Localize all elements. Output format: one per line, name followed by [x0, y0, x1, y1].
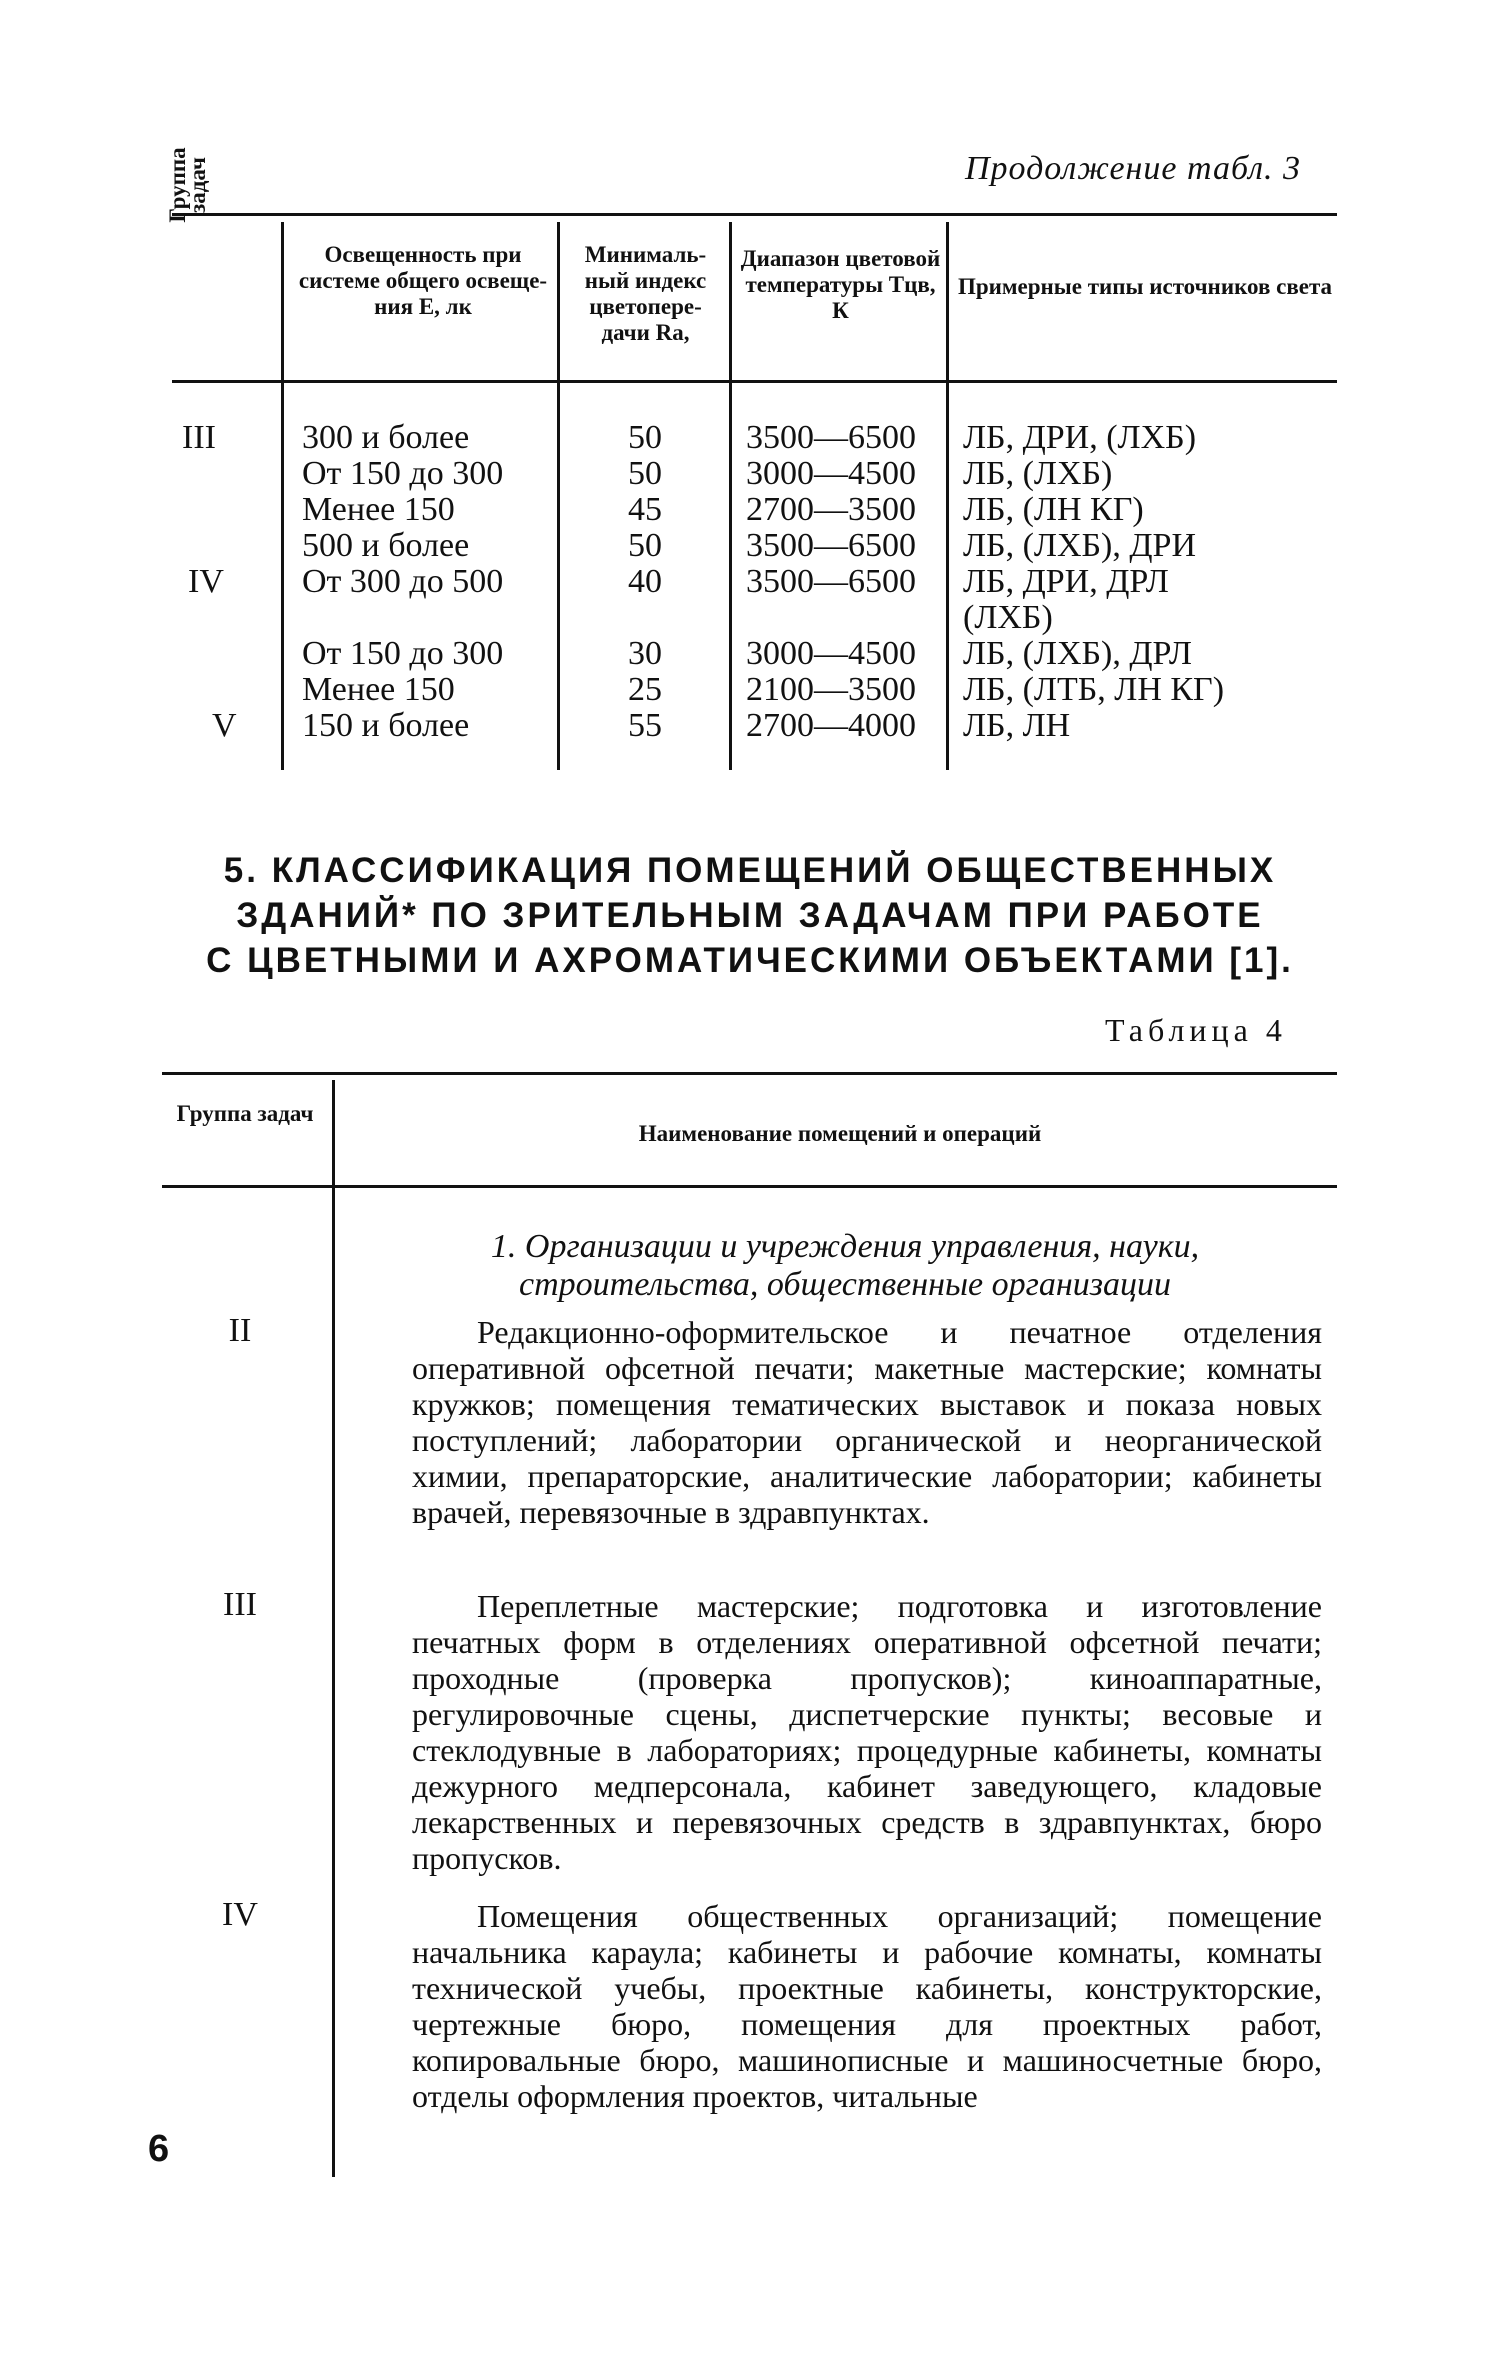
paragraph: Переплетные мастерские; подготовка и изготовление печатных форм в отделениях оперативной офсетной печати; проходные (проверка пропусков); киноаппаратные, регулировочные сцены, диспетчерские пункты; весовые и стеклодувные в лабораториях; процедурные кабинеты, комнаты дежурного медперсонала, кабинет заведующего, кладовые лекарственных и перевязочных средств в здравпунктах, бюро пропусков. — [412, 1588, 1322, 1876]
section-heading-line-2: ЗДАНИЙ* ПО ЗРИТЕЛЬНЫМ ЗАДАЧАМ ПРИ РАБОТЕ — [236, 896, 1264, 935]
illuminance-cell: 500 и более — [302, 527, 470, 564]
illuminance-cell: 150 и более — [302, 707, 470, 744]
cct-cell: 2700—3500 — [746, 491, 916, 528]
column-divider — [557, 222, 560, 770]
table-label: Таблица 4 — [1105, 1012, 1287, 1048]
sources-cell: (ЛХБ) — [963, 599, 1053, 636]
sources-cell: ЛБ, (ЛХБ) — [963, 455, 1113, 492]
page-number: 6 — [148, 2128, 170, 2170]
group-label: IV — [188, 563, 224, 600]
cct-cell: 3000—4500 — [746, 455, 916, 492]
sources-cell: ЛБ, (ЛН КГ) — [963, 491, 1144, 528]
continuation-title: Продолжение табл. 3 — [965, 150, 1302, 187]
header-group: Группа задач — [165, 147, 210, 223]
sources-cell: ЛБ, (ЛХБ), ДРИ — [963, 527, 1197, 564]
column-divider — [729, 222, 732, 770]
table-header-rule — [172, 380, 1337, 383]
cct-cell: 2100—3500 — [746, 671, 916, 708]
cri-cell: 50 — [628, 419, 662, 456]
group-label: II — [228, 1312, 252, 1349]
cct-cell: 3500—6500 — [746, 527, 916, 564]
table-header-rule — [162, 1185, 1337, 1188]
header-illuminance: Освещенность при системе общего освеще- ния E, лк — [298, 242, 548, 319]
column-divider — [332, 1080, 335, 2177]
header-group: Группа задач — [176, 1101, 314, 1126]
illuminance-cell: Менее 150 — [302, 671, 455, 708]
subsection-title-line-1: 1. Организации и учреждения управления, науки, — [490, 1228, 1200, 1265]
cri-cell: 25 — [628, 671, 662, 708]
sources-cell: ЛБ, (ЛТБ, ЛН КГ) — [963, 671, 1225, 708]
cct-cell: 3500—6500 — [746, 419, 916, 456]
paragraph: Редакционно-оформительское и печатное отделения оперативной офсетной печати; макетные мастерские; комнаты кружков; помещения тематических выставок и показа новых поступлений; лаборатории органической и неорганической химии, препараторские, аналитические лаборатории; кабинеты врачей, перевязочные в здравпунктах. — [412, 1314, 1322, 1530]
table-top-rule — [162, 1072, 1337, 1075]
cri-cell: 50 — [628, 455, 662, 492]
column-divider — [281, 222, 284, 770]
cri-cell: 50 — [628, 527, 662, 564]
table-top-rule — [172, 213, 1337, 216]
cri-cell: 30 — [628, 635, 662, 672]
cri-cell: 55 — [628, 707, 662, 744]
illuminance-cell: Менее 150 — [302, 491, 455, 528]
group-label: V — [212, 707, 237, 744]
section-heading-line-3: С ЦВЕТНЫМИ И АХРОМАТИЧЕСКИМИ ОБЪЕКТАМИ [1]. — [206, 941, 1294, 980]
header-sources: Примерные типы источников света — [957, 274, 1333, 299]
header-name: Наименование помещений и операций — [638, 1121, 1042, 1146]
illuminance-cell: От 300 до 500 — [302, 563, 504, 600]
column-divider — [946, 222, 949, 770]
header-cct: Диапазон цветовой температуры Тцв, К — [740, 246, 941, 323]
sources-cell: ЛБ, ДРИ, (ЛХБ) — [963, 419, 1197, 456]
group-label: IV — [222, 1896, 258, 1933]
header-cri: Минималь- ный индекс цветопере- дачи Ra, — [584, 242, 707, 345]
sources-cell: ЛБ, (ЛХБ), ДРЛ — [963, 635, 1192, 672]
group-label: III — [223, 1586, 257, 1623]
illuminance-cell: От 150 до 300 — [302, 455, 504, 492]
subsection-title-line-2: строительства, общественные организации — [519, 1266, 1171, 1303]
section-heading-line-1: 5. КЛАССИФИКАЦИЯ ПОМЕЩЕНИЙ ОБЩЕСТВЕННЫХ — [223, 851, 1277, 890]
sources-cell: ЛБ, ЛН — [963, 707, 1071, 744]
paragraph: Помещения общественных организаций; помещение начальника караула; кабинеты и рабочие комнаты, комнаты технической учебы, проектные кабинеты, конструкторские, чертежные бюро, помещения для проектных работ, копировальные бюро, машинописные и машиносчетные бюро, отделы оформления проектов, читальные — [412, 1898, 1322, 2114]
sources-cell: ЛБ, ДРИ, ДРЛ — [963, 563, 1169, 600]
illuminance-cell: 300 и более — [302, 419, 470, 456]
cri-cell: 45 — [628, 491, 662, 528]
illuminance-cell: От 150 до 300 — [302, 635, 504, 672]
group-label: III — [182, 419, 216, 456]
cct-cell: 3500—6500 — [746, 563, 916, 600]
cct-cell: 3000—4500 — [746, 635, 916, 672]
cct-cell: 2700—4000 — [746, 707, 916, 744]
cri-cell: 40 — [628, 563, 662, 600]
